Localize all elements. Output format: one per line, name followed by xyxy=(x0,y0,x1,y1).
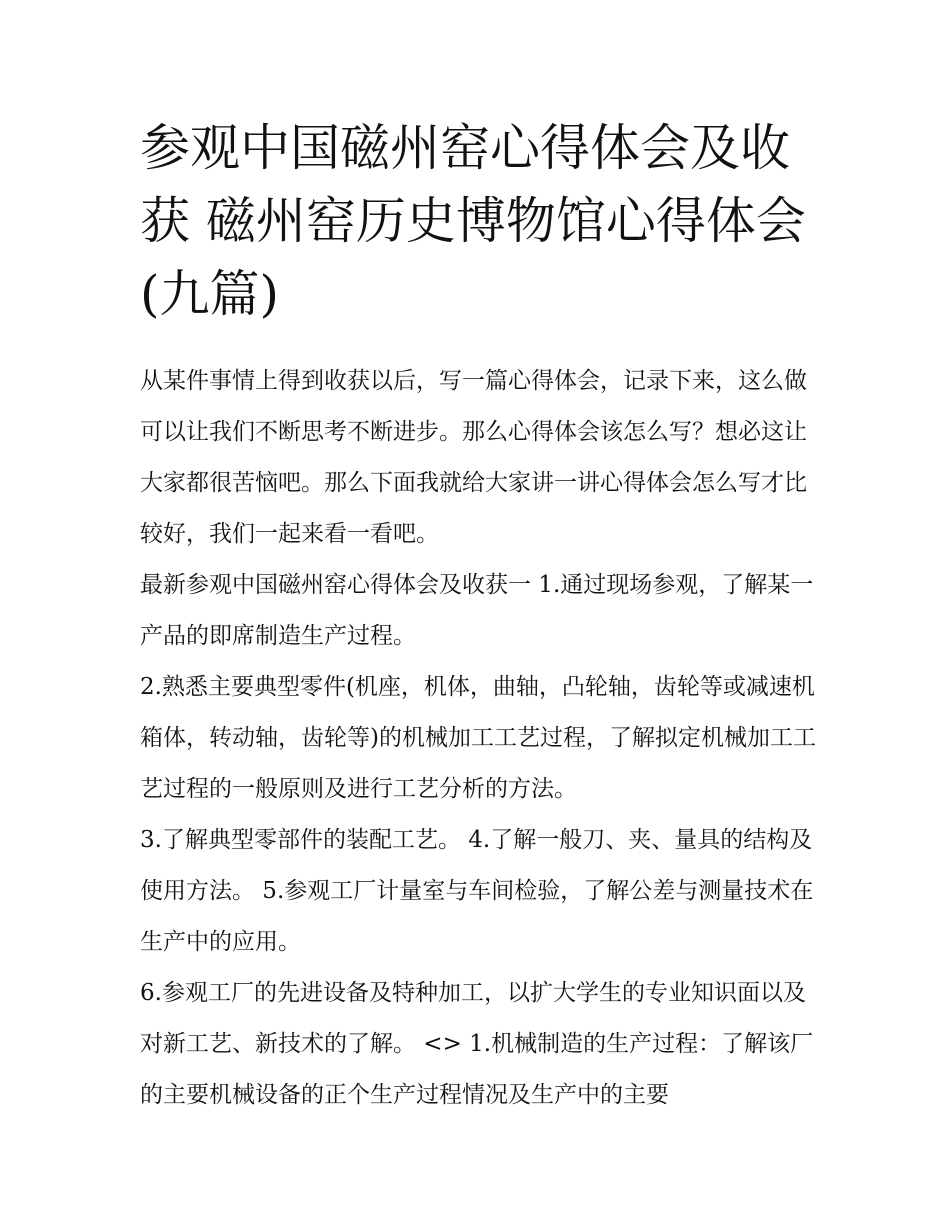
paragraph-item-1: 最新参观中国磁州窑心得体会及收获一 1.通过现场参观，了解某一产品的即席制造生产过程。 xyxy=(140,572,814,649)
document-title: 参观中国磁州窑心得体会及收获 磁州窑历史博物馆心得体会(九篇) xyxy=(140,119,806,323)
paragraph-intro: 从某件事情上得到收获以后，写一篇心得体会，记录下来，这么做可以让我们不断思考不断进步。那么心得体会该怎么写？想必这让大家都很苦恼吧。那么下面我就给大家讲一讲心得体会怎么写才比较好，我们一起来看一看吧。 xyxy=(140,368,807,547)
document-body xyxy=(140,356,820,1121)
paragraph-item-6: 6.参观工厂的先进设备及特种加工，以扩大学生的专业知识面以及对新工艺、新技术的了解。 <> 1.机械制造的生产过程：了解该厂的主要机械设备的正个生产过程情况及生产中的主要 xyxy=(140,980,814,1108)
paragraph-item-3-5: 3.了解典型零部件的装配工艺。 4.了解一般刀、夹、量具的结构及使用方法。 5.参观工厂计量室与车间检验，了解公差与测量技术在生产中的应用。 xyxy=(140,827,814,955)
paragraph-item-2: 2.熟悉主要典型零件(机座，机体，曲轴，凸轮轴，齿轮等或减速机箱体，转动轴，齿轮等)的机械加工工艺过程，了解拟定机械加工工艺过程的一般原则及进行工艺分析的方法。 xyxy=(140,674,816,802)
